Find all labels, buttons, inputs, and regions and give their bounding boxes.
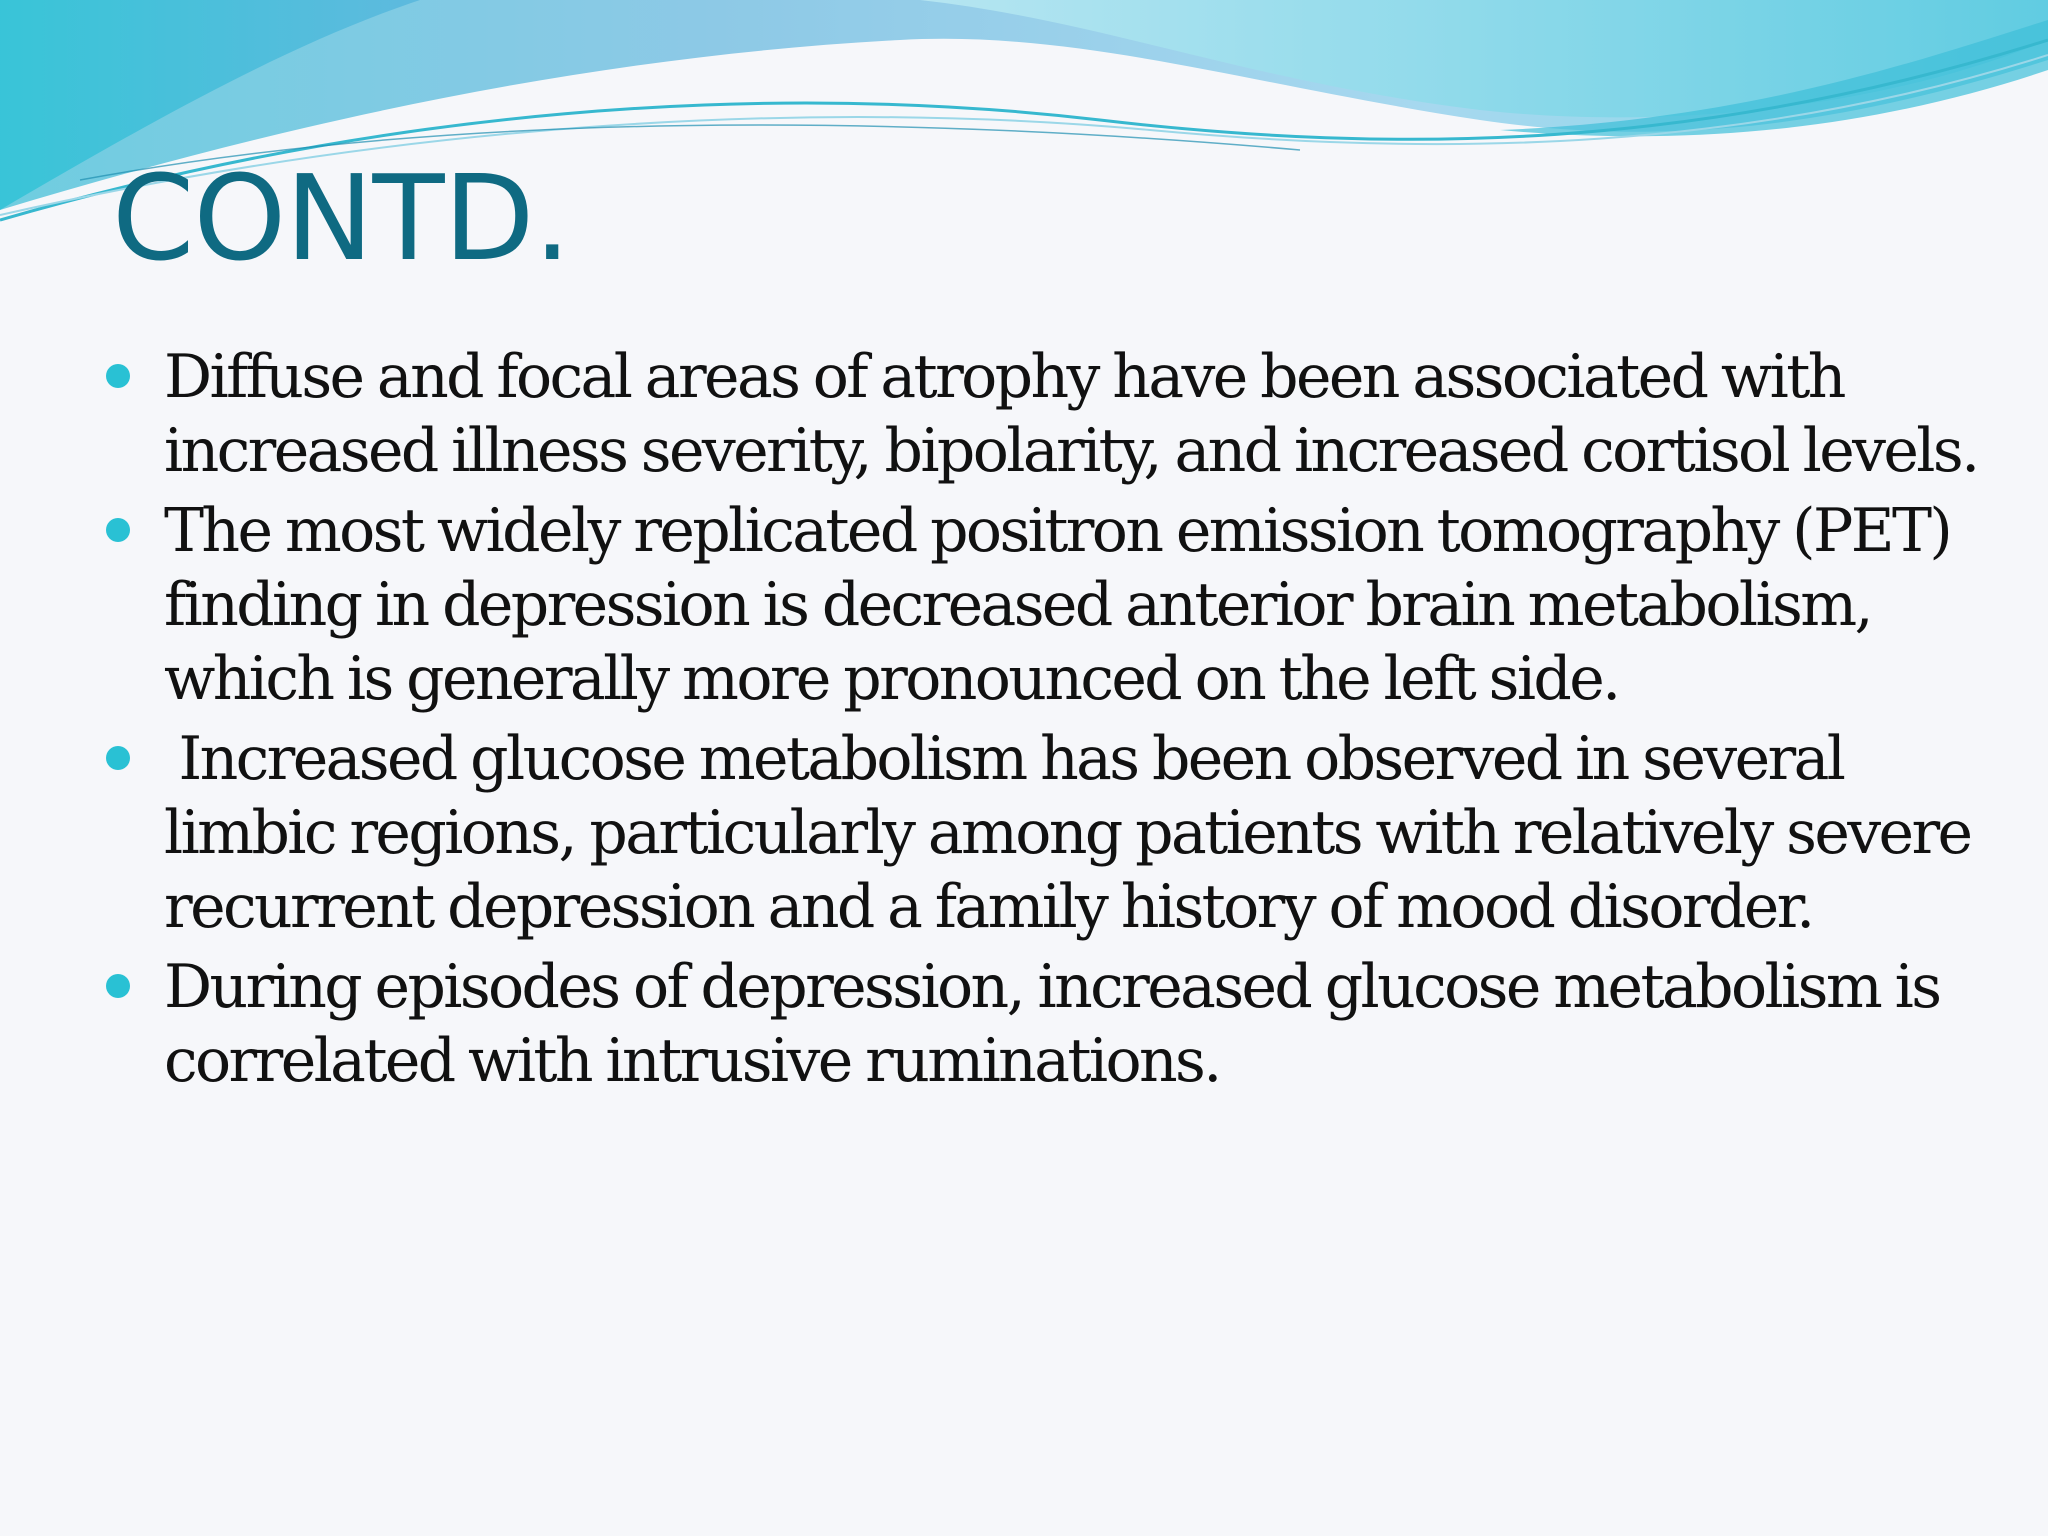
slide-title: CONTD. (112, 149, 570, 287)
bullet-marker-icon (106, 746, 130, 770)
bullet-list (100, 340, 1990, 1098)
bullet-item (100, 950, 1990, 1098)
bullet-item (100, 340, 1990, 488)
bullet-text: Diffuse and focal areas of atrophy have been associated with increased illness severity, bipolarity, and increased cortisol levels. (164, 342, 1978, 486)
bullet-marker-icon (106, 974, 130, 998)
bullet-item (100, 722, 1990, 944)
bullet-marker-icon (106, 518, 130, 542)
bullet-item (100, 494, 1990, 716)
bullet-text: Increased glucose metabolism has been observed in several limbic regions, particularly among patients with relatively severe recurrent depression and a family history of mood disorder. (164, 724, 1985, 942)
bullet-text: The most widely replicated positron emission tomography (PET) finding in depression is decreased anterior brain metabolism, which is generally more pronounced on the left side. (164, 496, 1951, 714)
bullet-text: During episodes of depression, increased glucose metabolism is correlated with intrusive ruminations. (164, 952, 1940, 1096)
bullet-marker-icon (106, 364, 130, 388)
